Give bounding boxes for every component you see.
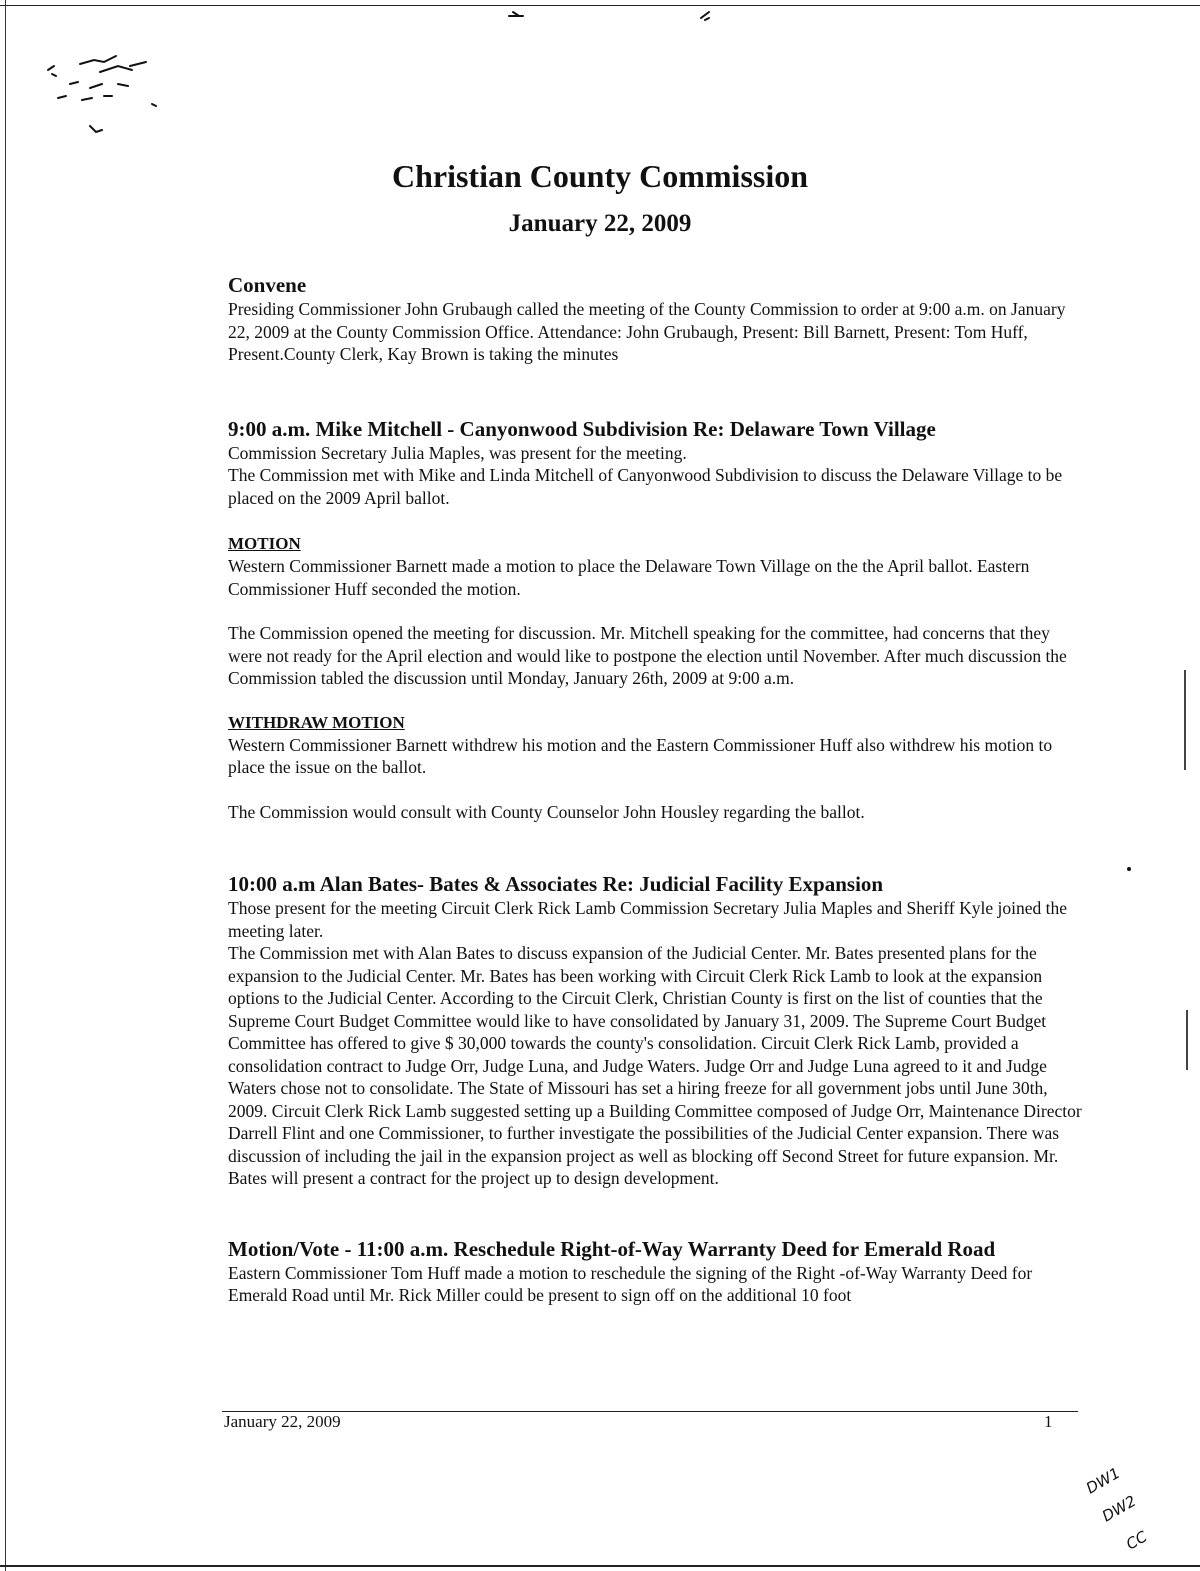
- consult-text: The Commission would consult with County Counselor John Housley regarding the ballot.: [228, 801, 865, 822]
- document-title: Christian County Commission: [391, 158, 809, 194]
- scan-edge-bottom: [0, 1565, 1200, 1567]
- minutes-body: [228, 272, 1088, 1307]
- section-heading-mitchell: 9:00 a.m. Mike Mitchell - Canyonwood Subdivision Re: Delaware Town Village: [228, 416, 936, 441]
- handwriting-cc: CC: [1123, 1527, 1151, 1554]
- discussion-text: The Commission opened the meeting for discussion. Mr. Mitchell speaking for the committee, had concerns that they were not ready for the April election and would like to postpone the election until November. After much discussion the Commission tabled the discussion until Monday, January 26th, 2009 at 9:00 a.m.: [228, 623, 1067, 688]
- section-heading-emerald: Motion/Vote - 11:00 a.m. Reschedule Right-of-Way Warranty Deed for Emerald Road: [228, 1236, 996, 1261]
- footer-rule: [222, 1411, 1078, 1412]
- convene-text: Presiding Commissioner John Grubaugh called the meeting of the County Commission to order at 9:00 a.m. on January 22, 2009 at the County Commission Office. Attendance: John Grubaugh, Present: Bill Barnett, Present: Tom Huff, Present.County Clerk, Kay Brown is taking the minutes: [228, 299, 1066, 364]
- scan-edge-top: [0, 5, 1200, 6]
- section-emerald: [228, 1236, 1088, 1307]
- section-mitchell: [228, 416, 1088, 824]
- scan-speck: [1127, 867, 1131, 871]
- section-bates: [228, 871, 1088, 1190]
- emerald-text: Eastern Commissioner Tom Huff made a motion to reschedule the signing of the Right -of-Way Warranty Deed for Emerald Road until Mr. Rick Miller could be present to sign off on the additional 10 foot: [228, 1262, 1033, 1305]
- mitchell-present: Commission Secretary Julia Maples, was present for the meeting.: [228, 442, 687, 463]
- section-convene: [228, 272, 1088, 366]
- handwriting-dw2: DW2: [1099, 1491, 1140, 1526]
- motion-heading: MOTION: [228, 534, 301, 553]
- mitchell-text: The Commission met with Mike and Linda Mitchell of Canyonwood Subdivision to discuss the Delaware Village to be placed on the 2009 April ballot.: [228, 465, 1063, 508]
- withdraw-motion-text: Western Commissioner Barnett withdrew his motion and the Eastern Commissioner Huff also withdrew his motion to place the issue on the ballot.: [228, 734, 1053, 777]
- scan-edge-right-lower: [1186, 1010, 1188, 1070]
- withdraw-motion-heading: WITHDRAW MOTION: [228, 712, 405, 732]
- motion-text: Western Commissioner Barnett made a motion to place the Delaware Town Village on the the April ballot. Eastern Commissioner Huff seconded the motion.: [228, 556, 1030, 599]
- handwriting-dw1: DW1: [1083, 1463, 1124, 1498]
- handwritten-initials: [1080, 1462, 1190, 1562]
- scan-noise-marks: [40, 40, 180, 150]
- section-heading-bates: 10:00 a.m Alan Bates- Bates & Associates Re: Judicial Facility Expansion: [228, 872, 884, 896]
- section-heading-convene: Convene: [228, 273, 307, 297]
- document-date: January 22, 2009: [508, 210, 692, 237]
- scan-edge-right: [1184, 670, 1186, 770]
- footer-date: January 22, 2009: [224, 1412, 341, 1431]
- bates-text: The Commission met with Alan Bates to discuss expansion of the Judicial Center. Mr. Bates presented plans for the expansion to the Judicial Center. Mr. Bates has been working with Circuit Clerk Rick Lamb to look at the expansion options to the Judicial Center. According to the Circuit Clerk, Christian County is first on the list of counties that the Supreme Court Budget Committee would like to have consolidated by January 31, 2009. The Supreme Court Budget Committee has offered to give $ 30,000 towards the county's consolidation. Circuit Clerk Rick Lamb, provided a consolidation contract to Judge Orr, Judge Luna, and Judge Waters. Judge Orr and Judge Luna agreed to it and Judge Waters chose not to consolidate. The State of Missouri has set a hiring freeze for all government jobs until June 30th, 2009. Circuit Clerk Rick Lamb suggested setting up a Building Committee composed of Judge Orr, Maintenance Director Darrell Flint and one Commissioner, to further investigate the possibilities of the Judicial Center expansion. There was discussion of including the jail in the expansion project as well as blocking off Second Street for future expansion. Mr. Bates will present a contract for the project up to design development.: [228, 943, 1082, 1188]
- footer-page-number: 1: [1044, 1412, 1053, 1431]
- scan-noise-top: [505, 8, 725, 24]
- bates-present: Those present for the meeting Circuit Clerk Rick Lamb Commission Secretary Julia Maples and Sheriff Kyle joined the meeting later.: [228, 898, 1068, 941]
